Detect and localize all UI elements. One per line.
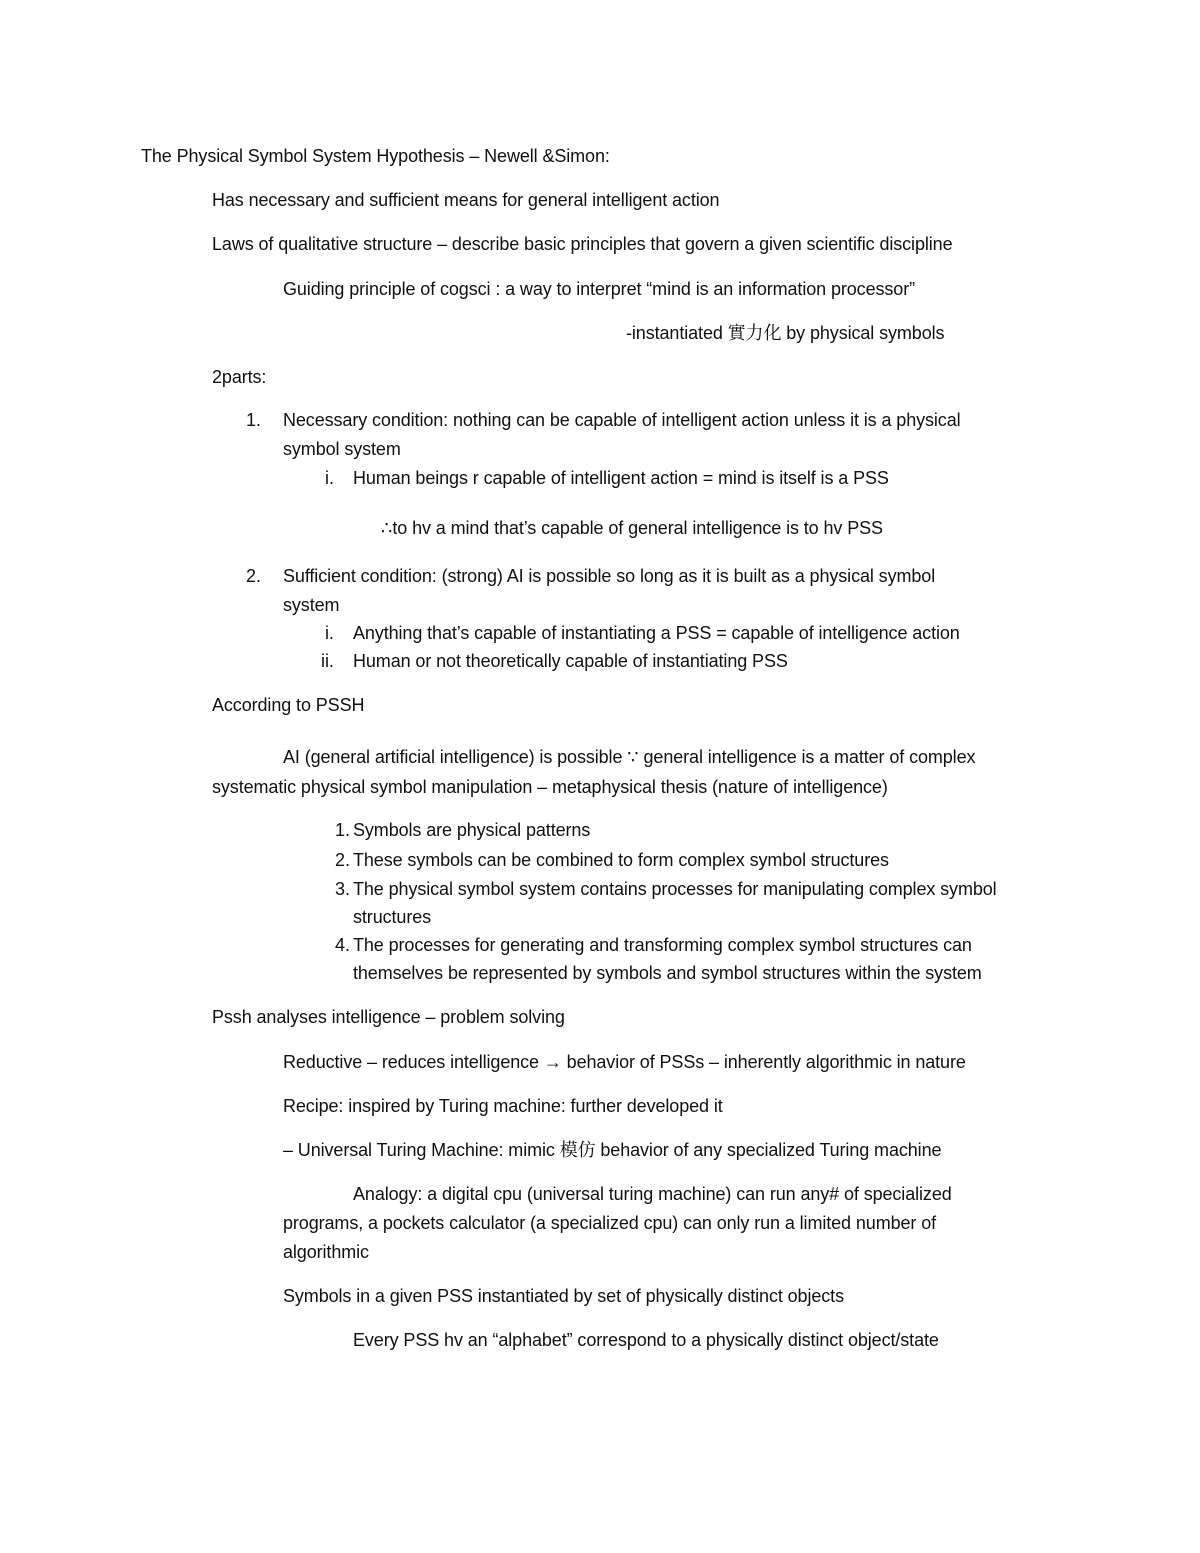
text-line: Guiding principle of cogsci : a way to interpret “mind is an information processor” xyxy=(283,279,915,299)
list-item-line: symbol system xyxy=(283,439,401,459)
list-item-line: The physical symbol system contains processes for manipulating complex symbol xyxy=(353,879,997,899)
text-line: Every PSS hv an “alphabet” correspond to a physically distinct object/state xyxy=(353,1330,939,1350)
text-line: Recipe: inspired by Turing machine: further developed it xyxy=(283,1096,723,1116)
list-item-line: system xyxy=(283,595,340,615)
sub-list-marker: ii. xyxy=(321,651,334,671)
list-item-line: The processes for generating and transforming complex symbol structures can xyxy=(353,935,972,955)
list-number: 1. xyxy=(335,820,351,840)
text-line: algorithmic xyxy=(283,1242,369,1262)
text-line: Has necessary and sufficient means for general intelligent action xyxy=(212,190,720,210)
text-line: systematic physical symbol manipulation – metaphysical thesis (nature of intelligence) xyxy=(212,777,888,797)
sub-list-marker: i. xyxy=(325,623,334,643)
document-title: The Physical Symbol System Hypothesis – Newell &Simon: xyxy=(141,146,610,166)
list-item-line: Symbols are physical patterns xyxy=(353,820,591,840)
list-number: 2. xyxy=(246,566,262,586)
text-line: Laws of qualitative structure – describe basic principles that govern a given scientific discipline xyxy=(212,234,953,254)
list-item-line: themselves be represented by symbols and symbol structures within the system xyxy=(353,963,982,983)
text-line: – Universal Turing Machine: mimic 模仿 behavior of any specialized Turing machine xyxy=(283,1140,942,1160)
text-line: AI (general artificial intelligence) is possible ∵ general intelligence is a matter of complex xyxy=(283,747,976,767)
sub-list-item: Anything that’s capable of instantiating a PSS = capable of intelligence action xyxy=(353,623,960,643)
list-item-line: Sufficient condition: (strong) AI is possible so long as it is built as a physical symbol xyxy=(283,566,936,586)
list-item-line: structures xyxy=(353,907,432,927)
text-line: programs, a pockets calculator (a specialized cpu) can only run a limited number of xyxy=(283,1213,937,1233)
text-line: Symbols in a given PSS instantiated by set of physically distinct objects xyxy=(283,1286,844,1306)
text-line: Analogy: a digital cpu (universal turing machine) can run any# of specialized xyxy=(353,1184,952,1204)
sub-list-marker: i. xyxy=(325,468,334,488)
list-item-line: Necessary condition: nothing can be capable of intelligent action unless it is a physical xyxy=(283,410,961,430)
section-heading: According to PSSH xyxy=(212,695,365,715)
text-line: ∴to hv a mind that’s capable of general intelligence is to hv PSS xyxy=(381,518,883,538)
sub-list-item: Human beings r capable of intelligent action = mind is itself is a PSS xyxy=(353,468,889,488)
section-heading: Pssh analyses intelligence – problem solving xyxy=(212,1007,565,1027)
list-number: 4. xyxy=(335,935,351,955)
list-number: 2. xyxy=(335,850,351,870)
section-heading: 2parts: xyxy=(212,367,267,387)
list-number: 1. xyxy=(246,410,262,430)
text-line: Reductive – reduces intelligence → behavior of PSSs – inherently algorithmic in nature xyxy=(283,1052,966,1072)
list-item-line: These symbols can be combined to form complex symbol structures xyxy=(353,850,889,870)
list-number: 3. xyxy=(335,879,351,899)
text-line: -instantiated 實力化 by physical symbols xyxy=(626,323,945,343)
sub-list-item: Human or not theoretically capable of instantiating PSS xyxy=(353,651,788,671)
